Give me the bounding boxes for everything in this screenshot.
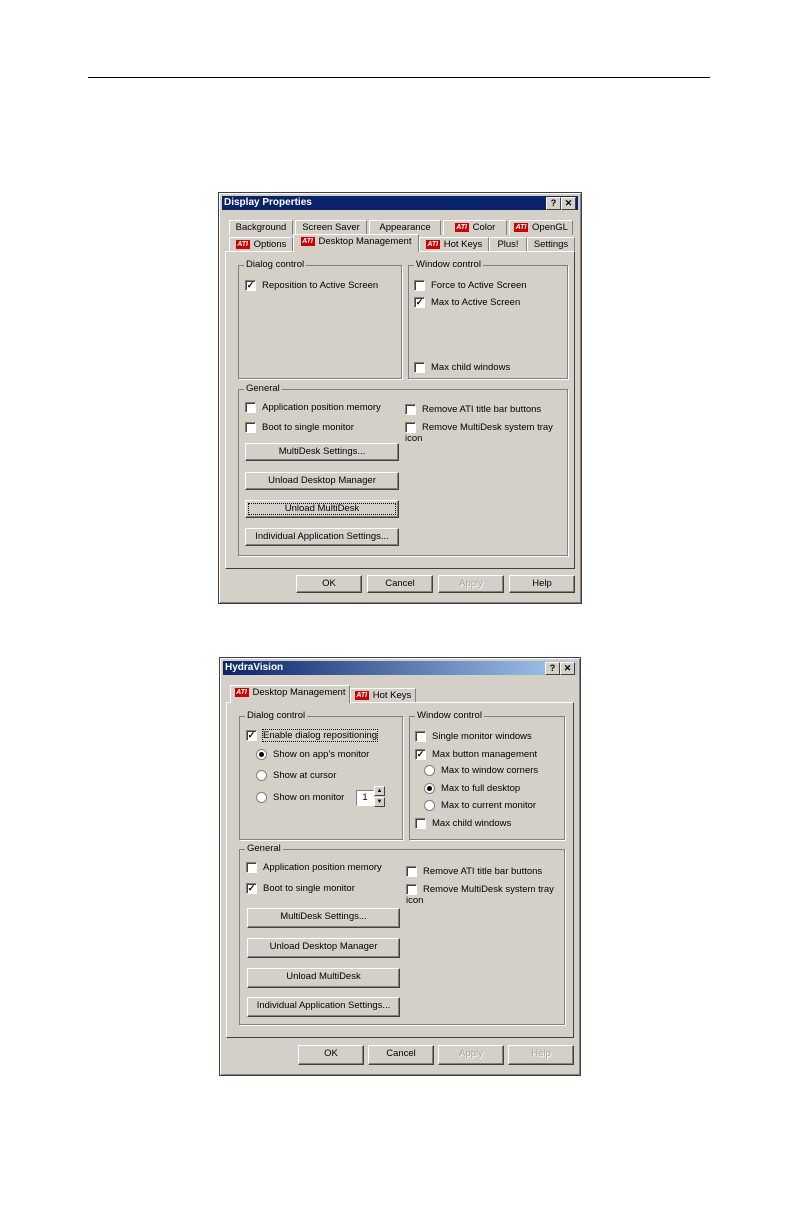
remove-tray-icon-checkbox[interactable]: Remove MultiDesk system tray icon (405, 422, 553, 444)
single-monitor-windows-checkbox[interactable]: Single monitor windows (415, 731, 532, 742)
remove-tray-icon-checkbox[interactable]: Remove MultiDesk system tray icon (406, 884, 554, 906)
tab-desktop-management[interactable]: ATI Desktop Management (293, 234, 419, 252)
apply-button[interactable]: Apply (438, 1045, 504, 1065)
tab-hot-keys[interactable]: ATI Hot Keys (350, 688, 416, 703)
spin-down-icon[interactable]: ▼ (374, 797, 385, 807)
tab-options[interactable]: ATI Options (229, 237, 293, 252)
max-full-desktop-radio[interactable]: Max to full desktop (424, 783, 520, 794)
show-apps-monitor-radio[interactable]: Show on app's monitor (256, 749, 369, 760)
ati-logo-icon: ATI (302, 237, 313, 245)
show-at-cursor-radio[interactable]: Show at cursor (256, 770, 336, 781)
group-label: Dialog control (246, 259, 305, 270)
group-label: Dialog control (247, 710, 306, 721)
tab-background[interactable]: Background (229, 220, 293, 235)
boot-single-checkbox[interactable]: ✓ Boot to single monitor (247, 883, 355, 894)
help-button[interactable]: Help (508, 1045, 574, 1065)
max-active-checkbox[interactable]: ✓ Max to Active Screen (415, 297, 521, 308)
reposition-checkbox[interactable]: ✓ Reposition to Active Screen (246, 280, 379, 291)
cancel-button[interactable]: Cancel (367, 575, 433, 593)
tab-settings[interactable]: Settings (527, 237, 575, 252)
ati-logo-icon: ATI (515, 223, 527, 231)
dialog-control-group (238, 259, 402, 379)
window-control-group (409, 710, 565, 840)
tab-panel (226, 702, 574, 1038)
tab-desktop-management[interactable]: ATI Desktop Management (230, 685, 350, 703)
show-on-monitor-radio[interactable]: Show on monitor (256, 792, 344, 803)
unload-desktop-manager-button[interactable]: Unload Desktop Manager (247, 938, 400, 958)
close-icon[interactable]: ✕ (561, 197, 576, 210)
force-active-checkbox[interactable]: Force to Active Screen (414, 280, 527, 291)
tab-screen-saver[interactable]: Screen Saver (295, 220, 367, 235)
help-icon[interactable]: ? (545, 662, 560, 675)
enable-repositioning-checkbox[interactable]: ✓ Enable dialog repositioning (247, 730, 378, 741)
dialog-control-group (239, 710, 403, 840)
ati-logo-icon: ATI (356, 691, 368, 699)
tab-hot-keys[interactable]: ATI Hot Keys (419, 237, 489, 252)
display-properties-dialog (218, 192, 582, 604)
ati-logo-icon: ATI (427, 240, 439, 248)
unload-desktop-manager-button[interactable]: Unload Desktop Manager (245, 472, 399, 490)
individual-app-settings-button[interactable]: Individual Application Settings... (247, 997, 400, 1017)
ok-button[interactable]: OK (298, 1045, 364, 1065)
tab-appearance[interactable]: Appearance (369, 220, 441, 235)
group-label: General (247, 843, 281, 854)
ati-logo-icon: ATI (237, 240, 248, 248)
tab-plus[interactable]: Plus! (489, 237, 527, 252)
spin-up-icon[interactable]: ▲ (374, 786, 385, 796)
tab-color[interactable]: ATI Color (443, 220, 507, 235)
title-bar[interactable] (223, 661, 577, 675)
title-bar[interactable] (222, 196, 578, 210)
tab-opengl[interactable]: ATI OpenGL (509, 220, 573, 235)
max-child-checkbox[interactable]: Max child windows (415, 818, 511, 829)
ati-logo-icon: ATI (236, 688, 247, 696)
group-label: Window control (417, 710, 482, 721)
group-label: General (246, 383, 280, 394)
dialog-title: Display Properties (224, 197, 312, 208)
multidesk-settings-button[interactable]: MultiDesk Settings... (245, 443, 399, 461)
ok-button[interactable]: OK (296, 575, 362, 593)
hydravision-dialog (219, 657, 581, 1076)
window-control-group (408, 259, 568, 379)
unload-multidesk-button[interactable]: Unload MultiDesk (245, 500, 399, 518)
unload-multidesk-button[interactable]: Unload MultiDesk (247, 968, 400, 988)
individual-app-settings-button[interactable]: Individual Application Settings... (245, 528, 399, 546)
general-group (239, 843, 565, 1025)
max-current-monitor-radio[interactable]: Max to current monitor (424, 800, 536, 811)
close-icon[interactable]: ✕ (560, 662, 575, 675)
general-group (238, 383, 568, 556)
monitor-number-input[interactable]: 1 (356, 790, 374, 806)
page-header-rule (88, 77, 710, 78)
dialog-title: HydraVision (225, 662, 284, 673)
help-button[interactable]: Help (509, 575, 575, 593)
group-label: Window control (416, 259, 481, 270)
remove-title-buttons-checkbox[interactable]: Remove ATI title bar buttons (405, 404, 541, 415)
max-window-corners-radio[interactable]: Max to window corners (424, 765, 538, 776)
boot-single-checkbox[interactable]: Boot to single monitor (245, 422, 354, 433)
max-button-management-checkbox[interactable]: ✓ Max button management (416, 749, 538, 760)
max-child-checkbox[interactable]: Max child windows (414, 362, 510, 373)
cancel-button[interactable]: Cancel (368, 1045, 434, 1065)
app-position-memory-checkbox[interactable]: Application position memory (246, 862, 382, 873)
multidesk-settings-button[interactable]: MultiDesk Settings... (247, 908, 400, 928)
help-icon[interactable]: ? (546, 197, 561, 210)
remove-title-buttons-checkbox[interactable]: Remove ATI title bar buttons (406, 866, 542, 877)
apply-button[interactable]: Apply (438, 575, 504, 593)
ati-logo-icon: ATI (456, 223, 468, 231)
app-position-memory-checkbox[interactable]: Application position memory (245, 402, 381, 413)
tab-panel (225, 251, 575, 569)
